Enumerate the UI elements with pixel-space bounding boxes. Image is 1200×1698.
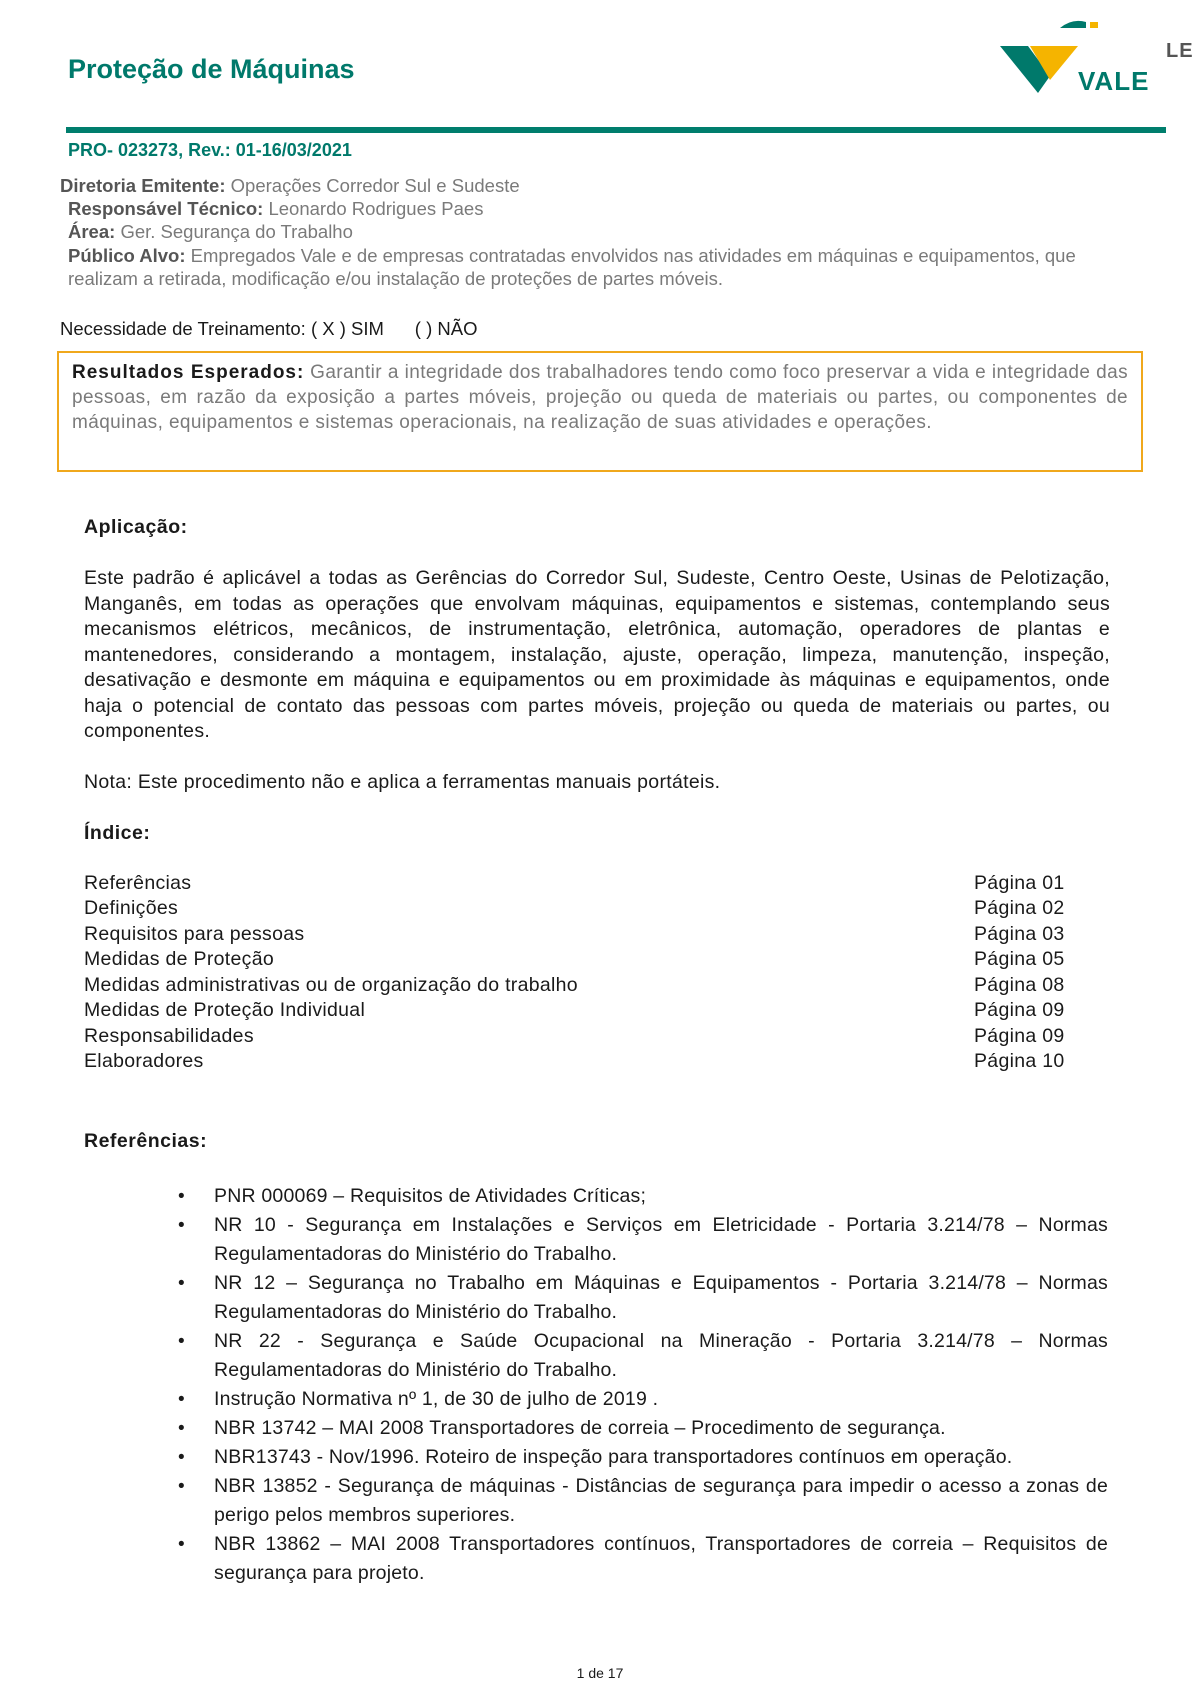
list-item xyxy=(178,1414,1108,1443)
list-item xyxy=(178,1327,1108,1385)
bullet-icon: • xyxy=(178,1418,185,1439)
index-item-label: Medidas administrativas ou de organização do trabalho xyxy=(84,974,578,996)
bullet-icon: • xyxy=(178,1215,185,1236)
list-item xyxy=(178,1211,1108,1269)
list-item xyxy=(178,1472,1108,1530)
training-yes: ( X ) SIM xyxy=(310,318,384,339)
reference-text: NBR13743 - Nov/1996. Roteiro de inspeção para transportadores contínuos em operação. xyxy=(214,1446,1013,1468)
index-item-page: Página 09 xyxy=(974,999,1065,1021)
bullet-icon: • xyxy=(178,1389,185,1410)
training-no: ( ) NÃO xyxy=(414,318,478,339)
index-item-label: Definições xyxy=(84,897,179,919)
index-item-label: Elaboradores xyxy=(84,1050,204,1072)
index-item xyxy=(84,923,1074,948)
index-item-label: Medidas de Proteção xyxy=(84,948,274,970)
bullet-icon: • xyxy=(178,1331,185,1352)
index-item-page: Página 08 xyxy=(974,974,1065,996)
index-item-page: Página 02 xyxy=(974,897,1065,919)
logo-corner-text: LE xyxy=(1166,40,1194,62)
reference-text: NR 22 - Segurança e Saúde Ocupacional na Mineração - Portaria 3.214/78 – Normas Regulamentadoras do Ministério do Trabalho. xyxy=(214,1330,1108,1381)
list-item xyxy=(178,1385,1108,1414)
resultados-label: Resultados Esperados: xyxy=(72,362,305,383)
index-item-label: Responsabilidades xyxy=(84,1025,254,1047)
index-item-page: Página 09 xyxy=(974,1025,1065,1047)
index-item xyxy=(84,974,1074,999)
reference-text: NR 10 - Segurança em Instalações e Serviços em Eletricidade - Portaria 3.214/78 – Normas Regulamentadoras do Ministério do Trabalho. xyxy=(214,1214,1108,1265)
index-item-label: Referências xyxy=(84,872,192,894)
publico-line xyxy=(68,244,1143,290)
bullet-icon: • xyxy=(178,1273,185,1294)
publico-label: Público Alvo: xyxy=(68,245,186,266)
list-item xyxy=(178,1443,1108,1472)
bullet-icon: • xyxy=(178,1534,185,1555)
list-item xyxy=(178,1182,1108,1211)
references-list xyxy=(178,1182,1108,1588)
indice-heading: Índice: xyxy=(84,822,151,844)
reference-text: NBR 13852 - Segurança de máquinas - Distâncias de segurança para impedir o acesso a zonas de perigo pelos membros superiores. xyxy=(214,1475,1108,1526)
area-line xyxy=(68,221,353,243)
reference-text: NR 12 – Segurança no Trabalho em Máquinas e Equipamentos - Portaria 3.214/78 – Normas Regulamentadoras do Ministério do Trabalho. xyxy=(214,1272,1108,1323)
referencias-heading: Referências: xyxy=(84,1130,208,1152)
logo-wordmark: VALE xyxy=(1078,66,1150,96)
reference-text: Instrução Normativa nº 1, de 30 de julho de 2019 . xyxy=(214,1388,659,1410)
resultados-text xyxy=(72,360,1128,435)
page-number: 1 de 17 xyxy=(576,1665,624,1681)
index-item xyxy=(84,872,1074,897)
bullet-icon: • xyxy=(178,1476,185,1497)
publico-value: Empregados Vale e de empresas contratadas envolvidos nas atividades em máquinas e equipamentos, que realizam a retirada, modificação e/ou instalação de proteções de partes móveis. xyxy=(68,245,1076,289)
resultados-body: Garantir a integridade dos trabalhadores tendo como foco preservar a vida e integridade das pessoas, em razão da exposição a partes móveis, projeção ou queda de materiais ou partes, ou componentes de máquinas, equipamentos e sistemas operacionais, na realização de suas atividades e operações. xyxy=(72,362,1128,433)
reference-text: NBR 13862 – MAI 2008 Transportadores contínuos, Transportadores de correia – Requisitos de segurança para projeto. xyxy=(214,1533,1108,1584)
area-value: Ger. Segurança do Trabalho xyxy=(115,221,353,242)
index-item xyxy=(84,999,1074,1024)
diretoria-value: Operações Corredor Sul e Sudeste xyxy=(225,175,520,196)
reference-text: PNR 000069 – Requisitos de Atividades Críticas; xyxy=(214,1185,647,1207)
training-label: Necessidade de Treinamento: xyxy=(60,318,306,339)
index-item-label: Requisitos para pessoas xyxy=(84,923,305,945)
aplicacao-heading: Aplicação: xyxy=(84,516,188,538)
bullet-icon: • xyxy=(178,1447,185,1468)
responsavel-label: Responsável Técnico: xyxy=(68,198,264,219)
index-item-page: Página 03 xyxy=(974,923,1065,945)
index-item-page: Página 01 xyxy=(974,872,1065,894)
page-title: Proteção de Máquinas xyxy=(68,54,355,84)
aplicacao-text: Este padrão é aplicável a todas as Gerências do Corredor Sul, Sudeste, Centro Oeste, Usinas de Pelotização, Manganês, em todas as operações que envolvam máquinas, equipamentos e sistemas, contemplando seus mecanismos elétricos, mecânicos, de instrumentação, eletrônica, automação, operadores de plantas e mantenedores, considerando a montagem, instalação, ajuste, operação, limpeza, manutenção, inspeção, desativação e desmonte em máquina e equipamentos ou em proximidade às máquinas e equipamentos, onde haja o potencial de contato das pessoas com partes móveis, projeção ou queda de materiais ou partes, ou componentes. xyxy=(84,567,1110,742)
diretoria-label: Diretoria Emitente: xyxy=(60,175,226,196)
index-item xyxy=(84,948,1074,973)
area-label: Área: xyxy=(68,221,116,242)
document-id: PRO- 023273, Rev.: 01-16/03/2021 xyxy=(68,140,352,160)
list-item xyxy=(178,1269,1108,1327)
responsavel-value: Leonardo Rodrigues Paes xyxy=(263,198,484,219)
responsavel-line xyxy=(68,198,483,220)
index-item-page: Página 05 xyxy=(974,948,1065,970)
index-item xyxy=(84,1050,1074,1075)
bullet-icon: • xyxy=(178,1186,185,1207)
list-item xyxy=(178,1530,1108,1588)
index-item-label: Medidas de Proteção Individual xyxy=(84,999,366,1021)
index-item xyxy=(84,897,1074,922)
aplicacao-nota: Nota: Este procedimento não e aplica a ferramentas manuais portáteis. xyxy=(84,771,721,793)
index-item-page: Página 10 xyxy=(974,1050,1065,1072)
diretoria-line xyxy=(60,175,520,197)
index-item xyxy=(84,1025,1074,1050)
training-line xyxy=(60,318,477,340)
reference-text: NBR 13742 – MAI 2008 Transportadores de correia – Procedimento de segurança. xyxy=(214,1417,946,1439)
header-rule xyxy=(66,127,1166,133)
